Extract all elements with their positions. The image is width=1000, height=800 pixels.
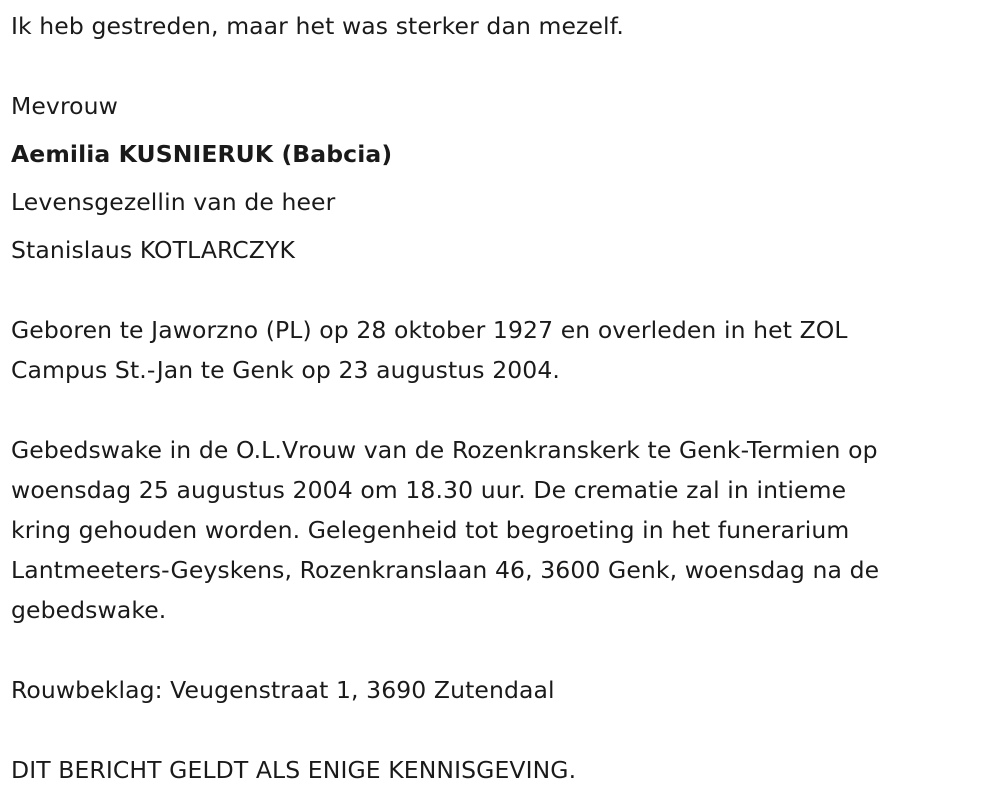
relation-line-2: Stanislaus KOTLARCZYK (11, 236, 295, 264)
service-line-4: Lantmeeters-Geyskens, Rozenkranslaan 46, 3600 Genk, woensdag na de (11, 556, 880, 584)
closing-statement: DIT BERICHT GELDT ALS ENIGE KENNISGEVING. (11, 756, 577, 784)
service-line-5: gebedswake. (11, 596, 167, 624)
salutation: Mevrouw (11, 92, 118, 120)
condolence-address: Rouwbeklag: Veugenstraat 1, 3690 Zutendaal (11, 676, 555, 704)
service-line-3: kring gehouden worden. Gelegenheid tot begroeting in het funerarium (11, 516, 850, 544)
opening-quote: Ik heb gestreden, maar het was sterker dan mezelf. (11, 12, 624, 40)
service-line-1: Gebedswake in de O.L.Vrouw van de Rozenkranskerk te Genk-Termien op (11, 436, 878, 464)
deceased-name: Aemilia KUSNIERUK (Babcia) (11, 140, 393, 168)
birth-death-line-1: Geboren te Jaworzno (PL) op 28 oktober 1927 en overleden in het ZOL (11, 316, 848, 344)
relation-line-1: Levensgezellin van de heer (11, 188, 336, 216)
service-line-2: woensdag 25 augustus 2004 om 18.30 uur. De crematie zal in intieme (11, 476, 847, 504)
birth-death-line-2: Campus St.-Jan te Genk op 23 augustus 2004. (11, 356, 560, 384)
